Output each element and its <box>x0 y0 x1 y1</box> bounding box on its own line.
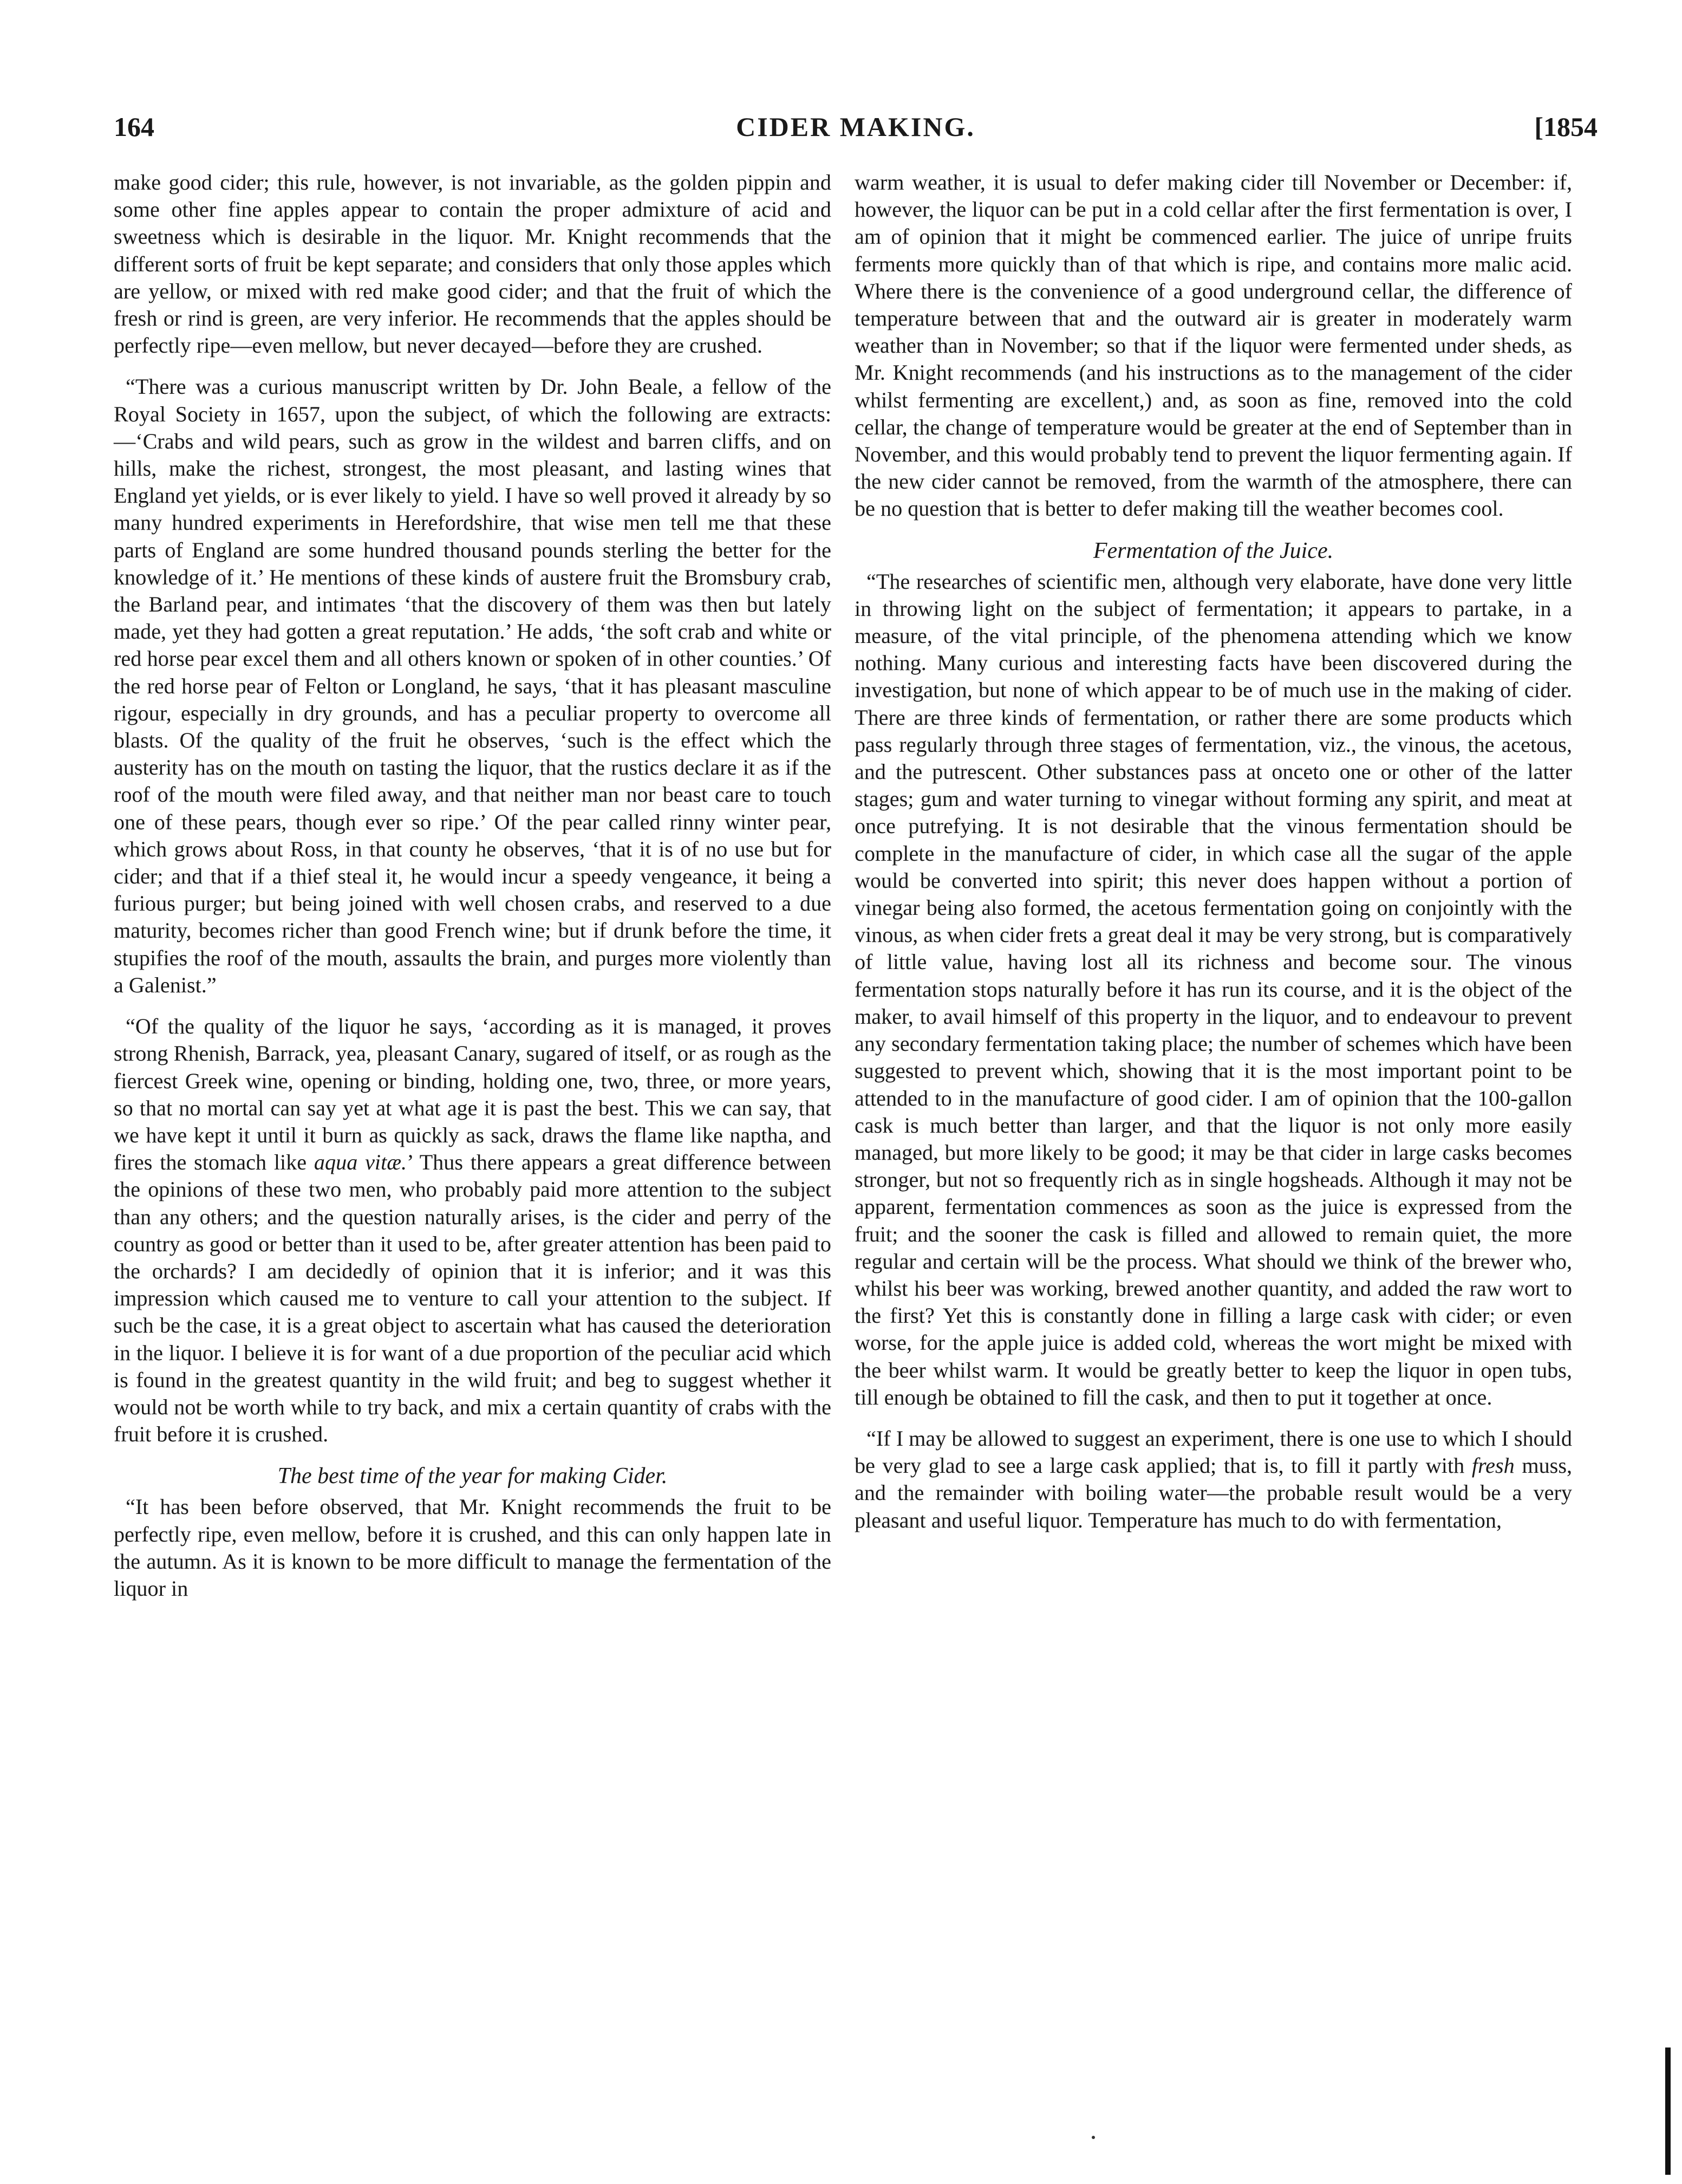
year-label: [1854 <box>1534 112 1598 142</box>
running-title: CIDER MAKING. <box>736 112 975 142</box>
text-run: “If I may be allowed to suggest an experiment, there is one use to which I should be very glad to see a large cask applied; that is, to fill it partly with <box>855 1426 1572 1478</box>
section-heading: Fermentation of the Juice. <box>1093 538 1334 563</box>
italic-text: fresh <box>1471 1453 1515 1478</box>
paragraph: “The researches of scientific men, although very elaborate, have done very little in throwing light on the subject of fermentation; it appears to partake, in a measure, of the vital principle, of the phenomena attending which we know nothing. Many curious and interesting facts have been discovered during the investigation, but none of which appear to be of much use in the making of cider. There are three kinds of fermentation, or rather there are some products which pass regularly through three stages of fermentation, viz., the vinous, the acetous, and the putrescent. Other substances pass at onceto one or other of the latter stages; gum and water turning to vinegar without forming any spirit, and meat at once putrefying. It is not desirable that the vinous fermentation should be complete in the manufacture of cider, in which case all the sugar of the apple would be converted into spirit; this never does happen without a portion of vinegar being also formed, the acetous fermentation going on conjointly with the vinous, as when cider frets a great deal it may be very strong, but is comparatively of little value, having lost all its richness and become sour. The vinous fermentation stops naturally before it has run its course, and it is the object of the maker, to avail himself of this property in the liquor, and to endeavour to prevent any secondary fermentation taking place; the number of schemes which have been suggested to prevent which, showing that it is the most important point to be attended to in the manufacture of good cider. I am of opinion that the 100-gallon cask is much better than larger, and that the liquor is not only more easily managed, but more likely to be good; it may be that cider in large casks becomes stronger, but not so frequently rich as in single hogsheads. Although it may not be apparent, fermentation commences as soon as the juice is expressed from the fruit; and the sooner the cask is filled and allowed to remain quiet, the more regular and certain will be the process. What should we think of the brewer who, whilst his beer was working, brewed another quantity, and added the raw wort to the first? Yet this is constantly done in filling a large cask with cider; or even worse, for the apple juice is added cold, whereas the wort might be mixed with the beer whilst warm. It would be greatly better to keep the liquor in open tubs, till enough be obtained to fill the cask, and then to put it together at once. <box>855 569 1572 1409</box>
right-column <box>855 169 1572 1548</box>
left-column <box>114 169 831 1616</box>
page-header <box>114 111 1598 160</box>
text-run: “Of the quality of the liquor he says, ‘according as it is managed, it proves strong Rhenish, Barrack, yea, pleasant Canary, sugared of itself, or as rough as the fiercest Greek wine, opening or binding, holding one, two, three, or more years, so that no mortal can say yet at what age it is past the best. This we can say, that we have kept it until it burn as quickly as sack, draws the flame like naptha, and fires the stomach like <box>114 1014 831 1175</box>
paragraph: warm weather, it is usual to defer making cider till November or December: if, however, the liquor can be put in a cold cellar after the first fermentation is over, I am of opinion that it might be commenced earlier. The juice of unripe fruits ferments more quickly than of that which is ripe, and contains more malic acid. Where there is the convenience of a good underground cellar, the difference of temperature between that and the outward air is greater in moderately warm weather than in November; so that if the liquor were fermented under sheds, as Mr. Knight recommends (and his instructions as to the management of the cider whilst fermenting are excellent,) and, as soon as fine, removed into the cold cellar, the change of temperature would be greater at the end of September than in November, and this would probably tend to prevent the liquor fermenting again. If the new cider cannot be removed, from the warmth of the atmosphere, there can be no question that is better to defer making till the weather becomes cool. <box>855 170 1572 521</box>
page-number: 164 <box>114 112 154 142</box>
scan-edge-mark <box>1665 2047 1671 2175</box>
paragraph <box>114 1013 831 1448</box>
paragraph <box>855 1425 1572 1534</box>
text-run: ’ Thus there appears a great difference between the opinions of these two men, who probably paid more attention to the subject than any others; and the question naturally arises, is the cider and perry of the country as good or better than it used to be, after greater attention has been paid to the orchards? I am decidedly of opinion that it is inferior; and it was this impression which caused me to venture to call your attention to the subject. If such be the case, it is a great object to ascertain what has caused the deterioration in the liquor. I believe it is for want of a due proportion of the peculiar acid which is found in the greatest quantity in the wild fruit; and beg to suggest whether it would not be worth while to try back, and mix a certain quantity of crabs with the fruit before it is crushed. <box>114 1150 831 1447</box>
paragraph: “It has been before observed, that Mr. Knight recommends the fruit to be perfectly ripe, even mellow, before it is crushed, and this can only happen late in the autumn. As it is known to be more difficult to manage the fermentation of the liquor in <box>114 1494 831 1601</box>
text-run: muss, and the remainder with boiling water—the probable result would be a very pleasant and useful liquor. Temperature has much to do with fermentation, <box>855 1453 1573 1532</box>
italic-text: aqua vitæ. <box>314 1150 407 1175</box>
ink-speck <box>1092 2136 1095 2139</box>
paragraph: “There was a curious manuscript written by Dr. John Beale, a fellow of the Royal Society in 1657, upon the subject, of which the following are extracts:—‘Crabs and wild pears, such as grow in the wildest and barren cliffs, and on hills, make the richest, strongest, the most pleasant, and lasting wines that England yet yields, or is ever likely to yield. I have so well proved it already by so many hundred experiments in Herefordshire, that wise men tell me that these parts of England are some hundred thousand pounds sterling the better for the knowledge of it.’ He mentions of these kinds of austere fruit the Bromsbury crab, the Barland pear, and intimates ‘that the discovery of them was then but lately made, yet they had gotten a great reputation.’ He adds, ‘the soft crab and white or red horse pear excel them and all others known or spoken of in other counties.’ Of the red horse pear of Felton or Longland, he says, ‘that it has pleasant masculine rigour, especially in dry grounds, and has a peculiar property to overcome all blasts. Of the quality of the fruit he observes, ‘such is the effect which the austerity has on the mouth on tasting the liquor, that the rustics declare it as if the roof of the mouth were filed away, and that neither man nor beast care to touch one of these pears, though ever so ripe.’ Of the pear called rinny winter pear, which grows about Ross, in that county he observes, ‘that it is of no use but for cider; and that if a thief steal it, he would incur a speedy vengeance, it being a furious purger; but being joined with well chosen crabs, and reserved to a due maturity, becomes richer than good French wine; but if drunk before the time, it stupifies the roof of the mouth, assaults the brain, and purges more violently than a Galenist.” <box>114 374 831 997</box>
paragraph: make good cider; this rule, however, is not invariable, as the golden pippin and some other fine apples appear to contain the proper admixture of acid and sweetness which is desirable in the liquor. Mr. Knight recommends that the different sorts of fruit be kept separate; and considers that only those apples which are yellow, or mixed with red make good cider; and that the fruit of which the fresh or rind is green, are very inferior. He recommends that the apples should be perfectly ripe—even mellow, but never decayed—before they are crushed. <box>114 170 831 358</box>
section-heading: The best time of the year for making Cider. <box>277 1464 668 1489</box>
